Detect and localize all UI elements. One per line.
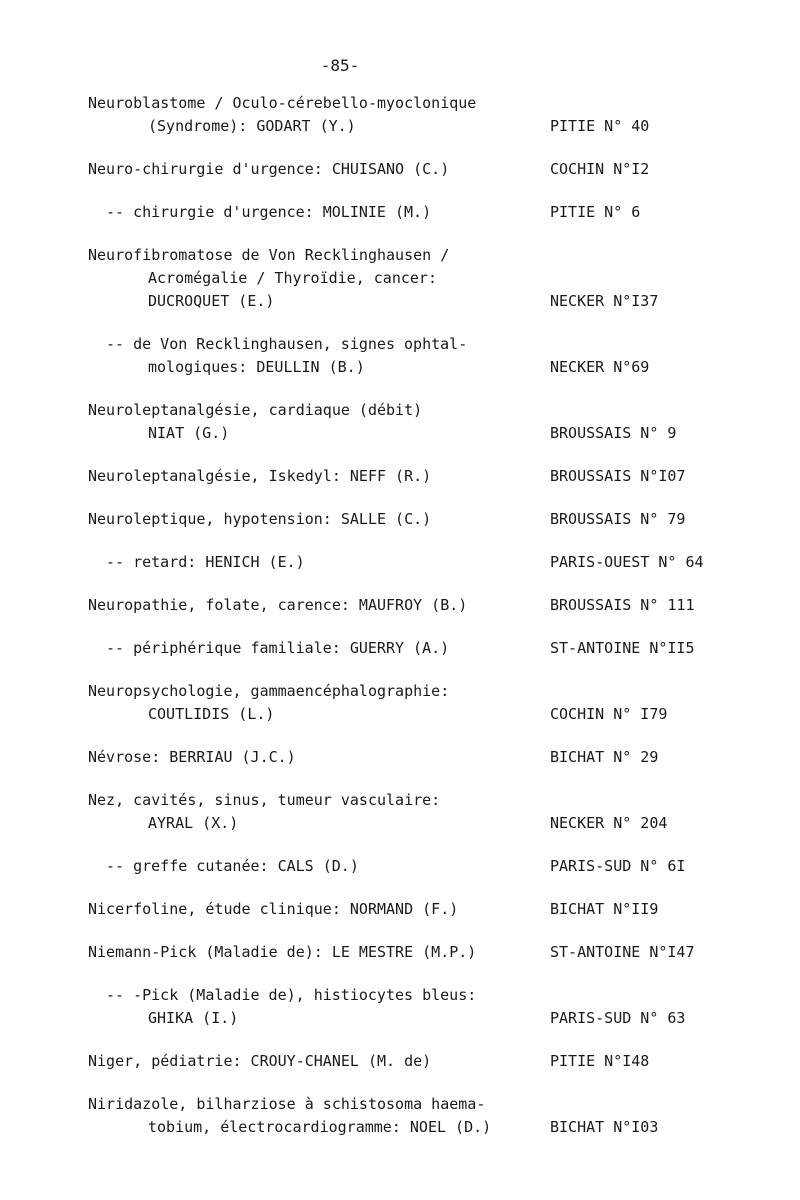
index-entry [88,201,728,224]
index-entry [88,984,728,1030]
entry-line: NIAT (G.) [148,424,230,442]
entry-line: Nez, cavités, sinus, tumeur vasculaire: [88,791,441,809]
entry-line: -- greffe cutanée: CALS (D.) [106,857,359,875]
entry-line: Neuroleptanalgésie, cardiaque (débit) [88,401,423,419]
entry-line: Neurofibromatose de Von Recklinghausen / [88,246,450,264]
entry-line: Neuroleptanalgésie, Iskedyl: NEFF (R.) [88,467,432,485]
index-entry [88,508,728,531]
entry-reference: PITIE N°I48 [550,1052,650,1070]
entry-reference: COCHIN N°I2 [550,160,650,178]
entry-line: Niridazole, bilharziose à schistosoma haema- [88,1095,486,1113]
index-entries [88,92,728,1139]
entry-reference: PARIS-OUEST N° 64 [550,553,704,571]
page-number: -85- [320,56,360,75]
index-entry [88,941,728,964]
entry-reference: BROUSSAIS N° 9 [550,424,677,442]
entry-reference: PARIS-SUD N° 63 [550,1009,686,1027]
entry-line: Nicerfoline, étude clinique: NORMAND (F.) [88,900,459,918]
index-entry [88,333,728,379]
index-entry [88,244,728,313]
entry-line: Neuro-chirurgie d'urgence: CHUISANO (C.) [88,160,450,178]
entry-reference: BICHAT N°II9 [550,900,659,918]
entry-line: -- retard: HENICH (E.) [106,553,305,571]
entry-reference: PARIS-SUD N° 6I [550,857,686,875]
index-entry [88,594,728,617]
entry-line: Neuroleptique, hypotension: SALLE (C.) [88,510,432,528]
entry-reference: ST-ANTOINE N°I47 [550,943,695,961]
entry-line: Neuropathie, folate, carence: MAUFROY (B.) [88,596,468,614]
entry-reference: COCHIN N° I79 [550,705,668,723]
entry-reference: BICHAT N° 29 [550,748,659,766]
entry-line: AYRAL (X.) [148,814,239,832]
entry-line: Névrose: BERRIAU (J.C.) [88,748,296,766]
entry-line: mologiques: DEULLIN (B.) [148,358,365,376]
entry-reference: BROUSSAIS N°I07 [550,467,686,485]
entry-line: -- chirurgie d'urgence: MOLINIE (M.) [106,203,432,221]
entry-reference: BROUSSAIS N° 111 [550,596,695,614]
index-entry [88,746,728,769]
entry-line: Acromégalie / Thyroïdie, cancer: [148,269,437,287]
entry-reference: NECKER N° 204 [550,814,668,832]
entry-line: Neuropsychologie, gammaencéphalographie: [88,682,450,700]
index-entry [88,680,728,726]
entry-line: COUTLIDIS (L.) [148,705,275,723]
entry-reference: BICHAT N°I03 [550,1118,659,1136]
entry-line: (Syndrome): GODART (Y.) [148,117,356,135]
index-entry [88,399,728,445]
index-entry [88,92,728,138]
entry-line: DUCROQUET (E.) [148,292,275,310]
entry-line: -- de Von Recklinghausen, signes ophtal- [106,335,468,353]
index-entry [88,158,728,181]
entry-reference: NECKER N°69 [550,358,650,376]
index-entry [88,898,728,921]
entry-reference: NECKER N°I37 [550,292,659,310]
index-entry [88,551,728,574]
entry-line: Niemann-Pick (Maladie de): LE MESTRE (M.P.) [88,943,477,961]
index-entry [88,637,728,660]
entry-line: -- -Pick (Maladie de), histiocytes bleus: [106,986,477,1004]
entry-reference: PITIE N° 6 [550,203,641,221]
entry-reference: PITIE N° 40 [550,117,650,135]
entry-line: -- périphérique familiale: GUERRY (A.) [106,639,450,657]
index-entry [88,465,728,488]
entry-reference: ST-ANTOINE N°II5 [550,639,695,657]
index-entry [88,1093,728,1139]
index-entry [88,855,728,878]
index-entry [88,1050,728,1073]
entry-line: tobium, électrocardiogramme: NOEL (D.) [148,1118,492,1136]
entry-line: GHIKA (I.) [148,1009,239,1027]
entry-reference: BROUSSAIS N° 79 [550,510,686,528]
entry-line: Neuroblastome / Oculo-cérebello-myoclonique [88,94,477,112]
index-entry [88,789,728,835]
entry-line: Niger, pédiatrie: CROUY-CHANEL (M. de) [88,1052,432,1070]
